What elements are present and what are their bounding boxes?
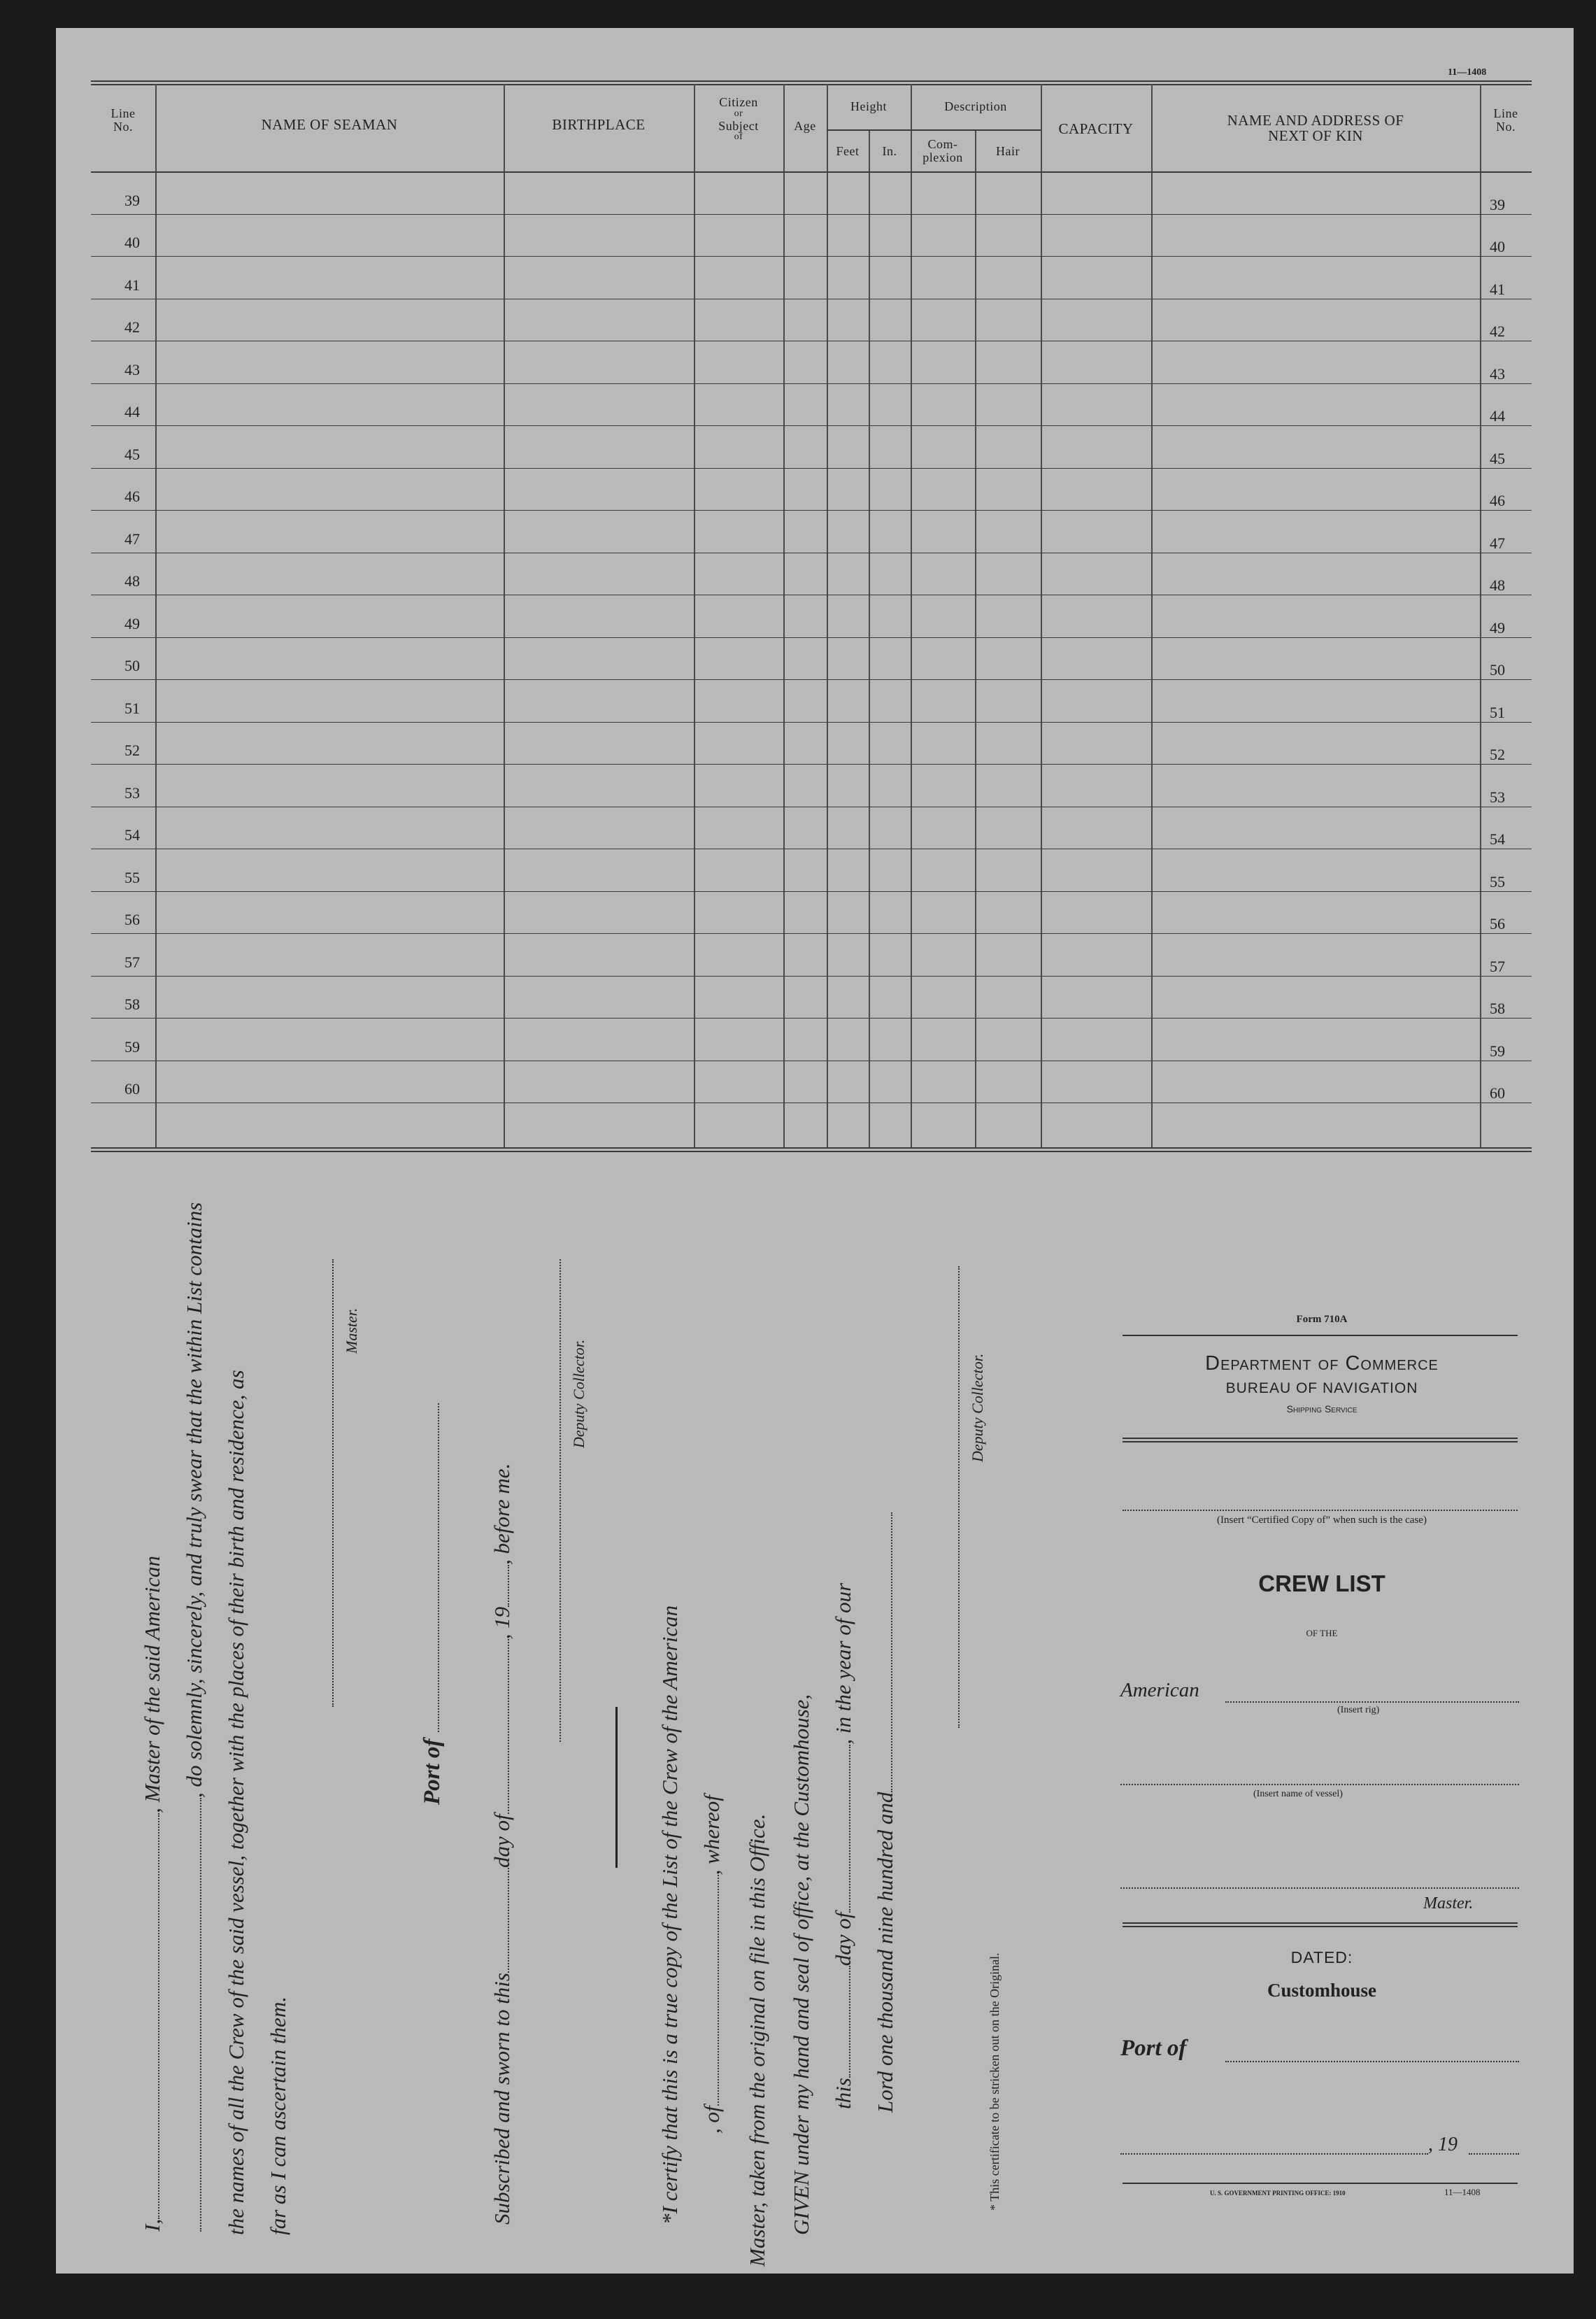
cover-rule [1123, 1438, 1518, 1439]
oath-line-4: far as I can ascertain them. [266, 1997, 290, 2235]
table-row [91, 722, 1532, 723]
col-divider [1480, 84, 1481, 1147]
header-name-of-seaman: NAME OF SEAMAN [261, 116, 398, 133]
line-number-right: 55 [1490, 872, 1505, 891]
line-number-left: 50 [124, 657, 140, 674]
rig-line [1225, 1701, 1519, 1703]
line-number-right: 52 [1490, 746, 1505, 763]
table-row [91, 510, 1532, 511]
col-divider [1151, 84, 1153, 1147]
table-row [91, 383, 1532, 384]
line-number-right: 60 [1490, 1084, 1505, 1102]
line-number-left: 41 [124, 276, 140, 294]
certificate-footnote: * This certificate to be stricken out on the Original. [988, 1952, 1002, 2211]
customhouse-label: Customhouse [1267, 1980, 1377, 2001]
cover-rule [1123, 2183, 1518, 2184]
header-height: Height [850, 99, 887, 113]
date-line [1120, 2153, 1428, 2155]
cover-rule [1123, 1926, 1518, 1927]
master-line [1120, 1887, 1519, 1889]
line-number-right: 42 [1490, 322, 1505, 340]
section-divider [615, 1707, 618, 1868]
header-hair: Hair [996, 144, 1020, 158]
line-number-left: 51 [124, 699, 140, 717]
header-description: Description [944, 99, 1007, 113]
subheader-rule [827, 129, 1041, 131]
col-divider [975, 129, 976, 1147]
line-number-right: 48 [1490, 576, 1505, 594]
form-page [56, 28, 1574, 2274]
department-name: Department of Commerce [1205, 1352, 1439, 1375]
line-number-right: 46 [1490, 492, 1505, 509]
line-number-left: 55 [124, 868, 140, 886]
certificate-line-4: GIVEN under my hand and seal of office, at the Customhouse, [789, 1694, 813, 2235]
line-number-left: 58 [124, 995, 140, 1013]
oath-line-1: I,, Master of the said American [140, 1555, 164, 2232]
cover-rule [1123, 1922, 1518, 1924]
table-bottom-rule [91, 1147, 1532, 1149]
line-number-left: 59 [124, 1037, 140, 1056]
table-row [91, 891, 1532, 892]
certificate-line-5: thisday of, in the year of our [831, 1582, 855, 2109]
oath-line-3: the names of all the Crew of the said vessel, together with the places of their birth and residence, as [224, 1370, 248, 2235]
service-name: Shipping Service [1286, 1403, 1358, 1414]
line-number-left: 44 [124, 403, 140, 420]
deputy-collector-signature-line [560, 1259, 561, 1742]
certificate-line-3: Master, taken from the original on file in this Office. [745, 1813, 769, 2267]
line-number-right: 53 [1490, 788, 1505, 806]
cover-rule [1123, 1441, 1518, 1442]
line-number-right: 41 [1490, 280, 1505, 298]
certificate-line-1: *I certify that this is a true copy of the List of the Crew of the American [657, 1605, 682, 2225]
line-number-left: 56 [124, 911, 140, 928]
insert-rig-note: (Insert rig) [1337, 1705, 1380, 1715]
table-row [91, 764, 1532, 765]
line-number-left: 48 [124, 572, 140, 590]
year-label: , 19 [1428, 2134, 1458, 2155]
col-divider [827, 84, 828, 1147]
header-age: Age [794, 119, 816, 133]
table-row [91, 468, 1532, 469]
certificate-line-6: Lord one thousand nine hundred and [873, 1512, 898, 2113]
line-number-right: 39 [1490, 195, 1505, 213]
line-number-right: 44 [1490, 407, 1505, 425]
line-number-left: 46 [124, 488, 140, 505]
master-signature-label: Master. [343, 1307, 360, 1354]
header-next-of-kin: NAME AND ADDRESS OF NEXT OF KIN [1227, 112, 1404, 145]
line-number-left: 42 [124, 318, 140, 336]
table-row [91, 976, 1532, 977]
line-number-right: 45 [1490, 449, 1505, 467]
cover-port-of: Port of [1120, 2036, 1187, 2061]
of-the: OF THE [1306, 1628, 1338, 1638]
port-line [1225, 2061, 1519, 2062]
line-number-left: 39 [124, 191, 140, 209]
american-label: American [1120, 1679, 1199, 1701]
header-line-no-left: Line No. [111, 106, 136, 134]
bureau-name: BUREAU OF NAVIGATION [1225, 1380, 1418, 1396]
header-bottom-rule [91, 171, 1532, 173]
line-number-left: 43 [124, 360, 140, 378]
table-row [91, 1102, 1532, 1103]
line-number-right: 51 [1490, 703, 1505, 721]
certified-copy-line [1123, 1510, 1518, 1511]
line-number-left: 52 [124, 742, 140, 759]
table-row [91, 256, 1532, 257]
deputy-collector-signature-line-2 [958, 1266, 960, 1728]
line-number-right: 57 [1490, 957, 1505, 975]
line-number-left: 57 [124, 953, 140, 971]
table-row [91, 425, 1532, 426]
dated-label: DATED: [1290, 1948, 1353, 1966]
table-row [91, 933, 1532, 934]
line-number-right: 43 [1490, 364, 1505, 383]
header-line-no-right: Line No. [1493, 106, 1518, 134]
header-citizen: Citizen or Subject of [718, 95, 759, 143]
table-row [91, 214, 1532, 215]
insert-certified-note: (Insert “Certified Copy of” when such is the case) [1217, 1515, 1427, 1526]
line-number-right: 50 [1490, 661, 1505, 679]
header-birthplace: BIRTHPLACE [552, 116, 646, 133]
line-number-right: 47 [1490, 534, 1505, 552]
col-divider [869, 129, 870, 1147]
printer-imprint: U. S. GOVERNMENT PRINTING OFFICE: 1910 [1210, 2190, 1346, 2197]
line-number-right: 59 [1490, 1042, 1505, 1060]
table-top-rule [91, 80, 1532, 82]
col-divider [694, 84, 695, 1147]
col-divider [783, 84, 785, 1147]
header-capacity: CAPACITY [1058, 120, 1134, 137]
vessel-name-line [1120, 1784, 1519, 1785]
subscribed-line: Subscribed and sworn to thisday of, 19, before me. [490, 1463, 514, 2225]
line-number-left: 49 [124, 614, 140, 632]
deputy-collector-label-1: Deputy Collector. [570, 1339, 587, 1448]
form-number-top: 11—1408 [1448, 67, 1487, 78]
insert-vessel-note: (Insert name of vessel) [1253, 1789, 1343, 1799]
col-divider [504, 84, 505, 1147]
header-feet: Feet [836, 144, 860, 158]
certificate-line-2: , of, whereof [699, 1795, 724, 2134]
col-divider [911, 84, 912, 1147]
line-number-right: 56 [1490, 915, 1505, 932]
line-number-left: 40 [124, 234, 140, 251]
form-number-bottom: 11—1408 [1444, 2187, 1481, 2197]
deputy-collector-label-2: Deputy Collector. [969, 1353, 986, 1462]
table-bottom-rule-2 [91, 1151, 1532, 1152]
line-number-right: 54 [1490, 830, 1505, 848]
line-number-right: 40 [1490, 238, 1505, 255]
oath-port-of: Port of [420, 1403, 446, 1805]
table-top-rule-2 [91, 84, 1532, 85]
year-line [1469, 2153, 1519, 2155]
line-number-left: 60 [124, 1080, 140, 1098]
cover-master-label: Master. [1423, 1894, 1474, 1913]
line-number-right: 58 [1490, 1000, 1505, 1017]
crew-list-title: CREW LIST [1258, 1570, 1385, 1596]
header-complexion: Com- plexion [922, 137, 963, 164]
cover-rule [1123, 1335, 1518, 1336]
col-divider [155, 84, 157, 1147]
header-inches: In. [882, 144, 897, 158]
line-number-left: 54 [124, 826, 140, 844]
master-signature-line [332, 1259, 334, 1707]
form-number: Form 710A [1296, 1314, 1348, 1325]
table-row [91, 637, 1532, 638]
line-number-left: 45 [124, 445, 140, 463]
table-row [91, 679, 1532, 680]
oath-line-2: , do solemnly, sincerely, and truly swear that the within List contains [182, 1203, 207, 2232]
line-number-left: 53 [124, 783, 140, 802]
line-number-left: 47 [124, 530, 140, 548]
table-row [91, 1018, 1532, 1019]
col-divider [1041, 84, 1042, 1147]
line-number-right: 49 [1490, 618, 1505, 637]
